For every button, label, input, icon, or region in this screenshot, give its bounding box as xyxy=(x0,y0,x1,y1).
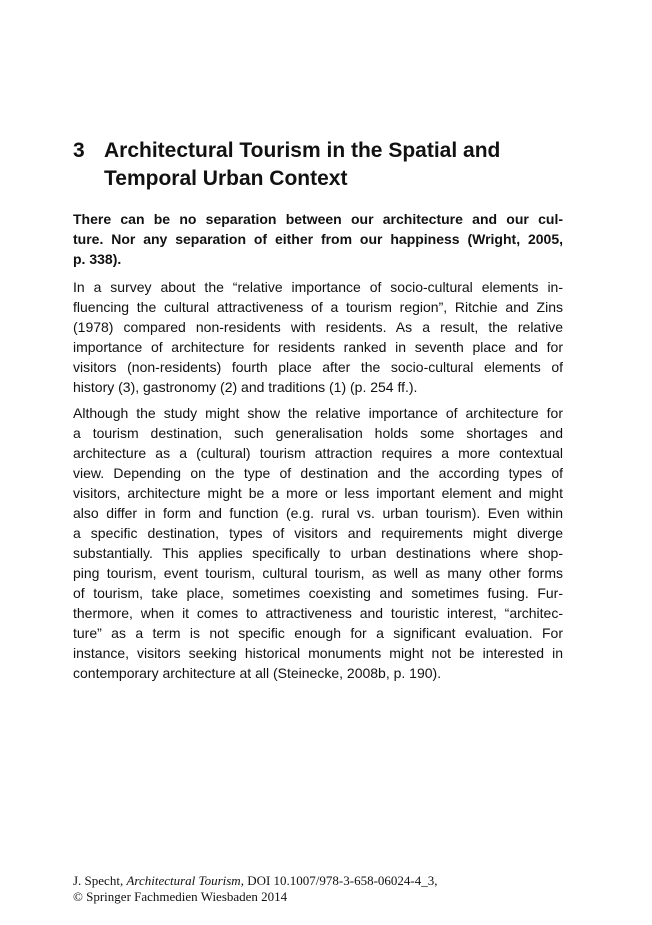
footer-book-title: Architectural Tourism, xyxy=(126,873,244,888)
paragraph-2 xyxy=(73,403,563,683)
text-line: architecture as a (cultural) tourism attraction requires a more contextual xyxy=(73,445,563,461)
chapter-number: 3 xyxy=(73,139,85,162)
footer-copyright: © Springer Fachmedien Wiesbaden 2014 xyxy=(73,889,288,904)
text-line: thermore, when it comes to attractiveness and touristic interest, “architec- xyxy=(73,605,563,621)
text-line: view. Depending on the type of destination and the according types of xyxy=(73,465,563,481)
text-line: (1978) compared non-residents with residents. As a result, the relative xyxy=(73,319,563,335)
text-line: There can be no separation between our architecture and our cul- xyxy=(73,211,563,227)
chapter-title-line: Temporal Urban Context xyxy=(104,167,348,190)
text-line: instance, visitors seeking historical monuments might not be interested in xyxy=(73,645,563,661)
text-line: Although the study might show the relative importance of architecture for xyxy=(73,405,563,421)
footer-citation xyxy=(73,873,438,905)
text-line: substantially. This applies specifically to urban destinations where shop- xyxy=(73,545,563,561)
epigraph-quote xyxy=(73,209,563,269)
text-line: visitors (non-residents) fourth place after the socio-cultural elements of xyxy=(73,359,563,375)
chapter-heading xyxy=(73,137,500,193)
text-line: of tourism, take place, sometimes coexisting and sometimes fusing. Fur- xyxy=(73,585,563,601)
footer-line-1 xyxy=(73,873,438,889)
text-line: a specific destination, types of visitors and requirements might diverge xyxy=(73,525,563,541)
text-line: ture. Nor any separation of either from our happiness (Wright, 2005, xyxy=(73,231,563,247)
text-line: fluencing the cultural attractiveness of a tourism region”, Ritchie and Zins xyxy=(73,299,563,315)
text-line: In a survey about the “relative importance of socio-cultural elements in- xyxy=(73,279,563,295)
text-line: visitors, architecture might be a more or less important element and might xyxy=(73,485,563,501)
chapter-title-line: Architectural Tourism in the Spatial and xyxy=(104,139,501,162)
text-line: also differ in form and function (e.g. rural vs. urban tourism). Even within xyxy=(73,505,563,521)
text-line: contemporary architecture at all (Steinecke, 2008b, p. 190). xyxy=(73,665,442,681)
footer-author: J. Specht, xyxy=(73,873,127,888)
text-line: history (3), gastronomy (2) and traditions (1) (p. 254 ff.). xyxy=(73,379,418,395)
footer-doi: DOI 10.1007/978-3-658-06024-4_3, xyxy=(243,873,438,888)
paragraph-1 xyxy=(73,277,563,397)
text-line: ping tourism, event tourism, cultural tourism, as well as many other forms xyxy=(73,565,563,581)
text-line: a tourism destination, such generalisation holds some shortages and xyxy=(73,425,563,441)
text-line: importance of architecture for residents ranked in seventh place and for xyxy=(73,339,563,355)
text-line: ture” as a term is not specific enough for a significant evaluation. For xyxy=(73,625,563,641)
text-line: p. 338). xyxy=(73,251,122,267)
